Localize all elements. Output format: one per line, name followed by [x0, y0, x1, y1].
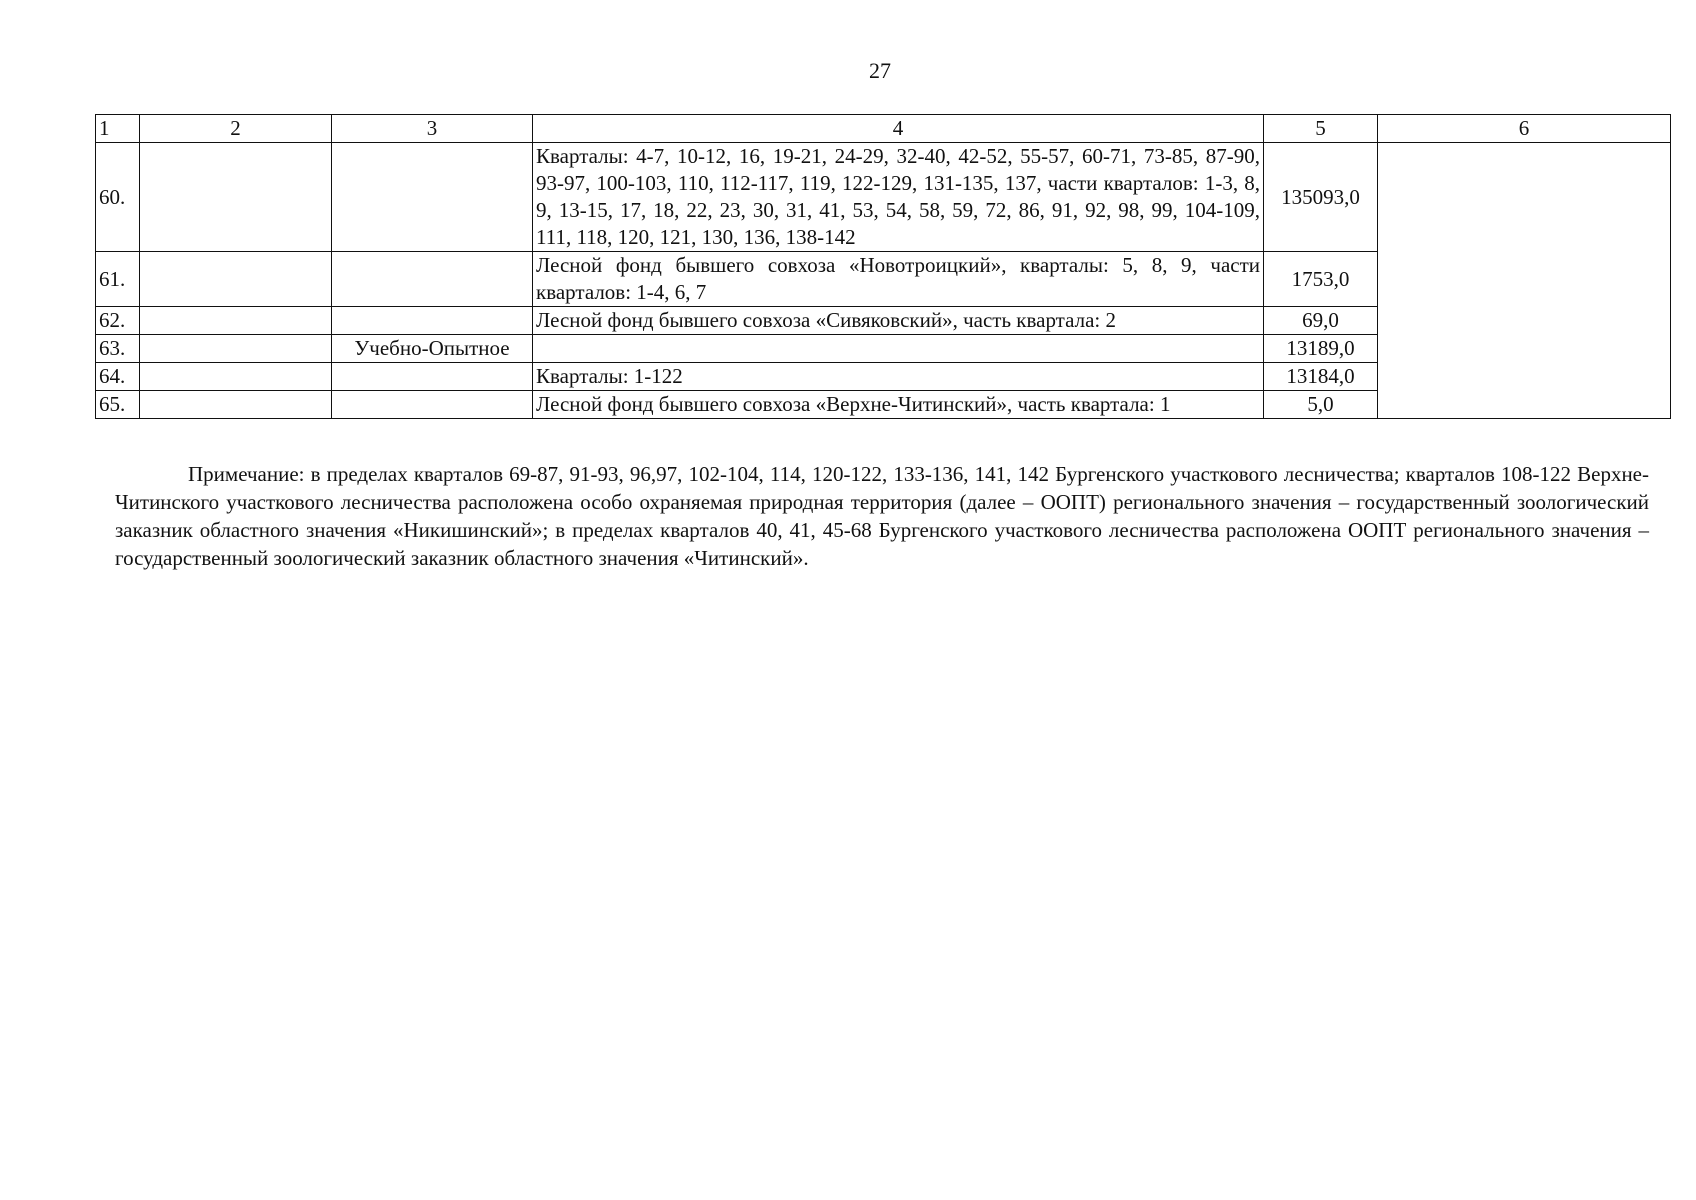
row-number: 64. — [96, 363, 140, 391]
row-col3 — [332, 391, 533, 419]
row-number: 65. — [96, 391, 140, 419]
row-col3 — [332, 363, 533, 391]
row-number: 60. — [96, 143, 140, 252]
row-number: 63. — [96, 335, 140, 363]
row-quarters: Лесной фонд бывшего совхоза «Верхне-Читинский», часть квартала: 1 — [533, 391, 1264, 419]
row-col2 — [140, 252, 332, 307]
row-number: 62. — [96, 307, 140, 335]
row-col2 — [140, 143, 332, 252]
row-quarters: Лесной фонд бывшего совхоза «Новотроицкий», кварталы: 5, 8, 9, части кварталов: 1-4, 6, 7 — [533, 252, 1264, 307]
row-area: 13184,0 — [1264, 363, 1378, 391]
column-header-6: 6 — [1378, 115, 1671, 143]
row-col2 — [140, 363, 332, 391]
page-number: 27 — [869, 58, 891, 83]
row-quarters: Кварталы: 4-7, 10-12, 16, 19-21, 24-29, 32-40, 42-52, 55-57, 60-71, 73-85, 87-90, 93-97, 100-103, 110, 112-117, 119, 122-129, 131-135, 137, части кварталов: 1-3, 8, 9, 13-15, 17, 18, 22, 23, 30, 31, 41, 53, 54, 58, 59, 72, 86, 91, 92, 98, 99, 104-109, 111, 118, 120, 121, 130, 136, 138-142 — [533, 143, 1264, 252]
column-header-5: 5 — [1264, 115, 1378, 143]
column-header-4: 4 — [533, 115, 1264, 143]
column-header-3: 3 — [332, 115, 533, 143]
row-quarters — [533, 335, 1264, 363]
row-area: 13189,0 — [1264, 335, 1378, 363]
row-col2 — [140, 335, 332, 363]
row-col2 — [140, 391, 332, 419]
row-quarters: Лесной фонд бывшего совхоза «Сивяковский», часть квартала: 2 — [533, 307, 1264, 335]
table-row — [96, 143, 1671, 252]
table-footnote: Примечание: в пределах кварталов 69-87, 91-93, 96,97, 102-104, 114, 120-122, 133-136, 141, 142 Бургенского участкового лесничества; кварталов 108-122 Верхне-Читинского участкового лесничества расположена особо охраняемая природная территория (далее – ООПТ) регионального значения – государственный зоологический заказник областного значения «Никишинский»; в пределах кварталов 40, 41, 45-68 Бургенского участкового лесничества расположена ООПТ регионального значения – государственный зоологический заказник областного значения «Читинский». — [115, 462, 1649, 570]
row-quarters: Кварталы: 1-122 — [533, 363, 1264, 391]
row-number: 61. — [96, 252, 140, 307]
column-header-2: 2 — [140, 115, 332, 143]
row-col3 — [332, 143, 533, 252]
row-col3 — [332, 307, 533, 335]
row-col3: Учебно-Опытное — [332, 335, 533, 363]
row-col2 — [140, 307, 332, 335]
table-header-row — [96, 115, 1671, 143]
row-area: 69,0 — [1264, 307, 1378, 335]
forest-quarters-table — [95, 114, 1671, 419]
merged-col6 — [1378, 143, 1671, 419]
row-area: 135093,0 — [1264, 143, 1378, 252]
column-header-1: 1 — [96, 115, 140, 143]
row-col3 — [332, 252, 533, 307]
row-area: 1753,0 — [1264, 252, 1378, 307]
row-area: 5,0 — [1264, 391, 1378, 419]
